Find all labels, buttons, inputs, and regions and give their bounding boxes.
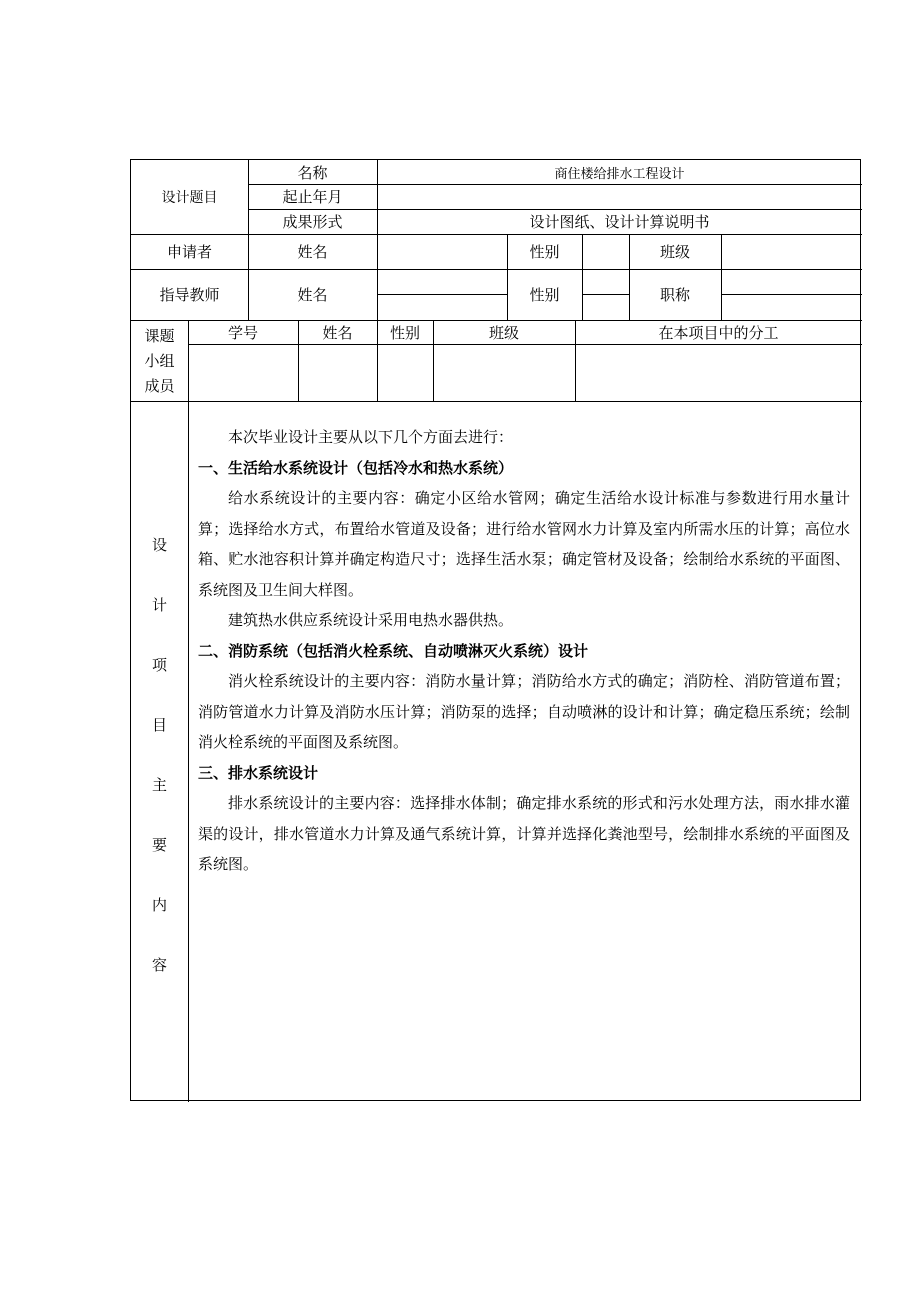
member-class-field[interactable] [433, 344, 575, 401]
advisor-title-label: 职称 [659, 286, 690, 304]
section-1-text-2: 建筑热水供应系统设计采用电热水器供热。 [228, 611, 514, 629]
applicant-class-field[interactable] [721, 234, 862, 269]
advisor-title-field[interactable] [721, 269, 862, 320]
advisor-label: 指导教师 [159, 286, 220, 304]
output-label: 成果形式 [282, 213, 343, 231]
member-role-field[interactable] [575, 344, 862, 401]
applicant-gender-field[interactable] [582, 234, 629, 269]
members-label-line1: 课题 [144, 326, 175, 345]
topic-name-label: 名称 [297, 163, 328, 182]
applicant-gender-label: 性别 [529, 243, 560, 261]
rule [188, 320, 189, 1102]
content-label-char: 目 [151, 716, 167, 734]
col-role: 在本项目中的分工 [658, 323, 779, 342]
content-label-char: 内 [151, 896, 167, 914]
content-label-char: 容 [151, 956, 167, 974]
period-value[interactable] [377, 184, 862, 209]
rule [131, 401, 862, 402]
advisor-name-field[interactable] [377, 269, 507, 320]
design-topic-label: 设计题目 [161, 190, 218, 206]
applicant-class-label: 班级 [659, 243, 690, 261]
content-label-char: 项 [151, 656, 167, 674]
members-label-line3: 成员 [144, 376, 175, 395]
content-label-char: 要 [151, 836, 167, 854]
section-3-title: 三、排水系统设计 [198, 763, 319, 782]
content-label-char: 设 [151, 536, 167, 554]
design-task-form [130, 159, 861, 1101]
member-name-field[interactable] [298, 344, 377, 401]
section-1-title: 一、生活给水系统设计（包括冷水和热水系统） [198, 458, 514, 477]
period-label: 起止年月 [282, 188, 343, 206]
section-1-text: 给水系统设计的主要内容：确定小区给水管网；确定生活给水设计标准与参数进行用水量计算；选择给水方式，布置给水管道及设备；进行给水管网水力计算及室内所需水压的计算；高位水箱、贮水池容积计算并确定构造尺寸；选择生活水泵；确定管材及设备；绘制给水系统的平面图、系统图及卫生间大样图。 [198, 489, 850, 599]
col-name: 姓名 [322, 323, 353, 342]
member-gender-field[interactable] [377, 344, 433, 401]
content-label-char: 主 [151, 776, 167, 794]
advisor-name-label: 姓名 [297, 286, 328, 304]
applicant-name-label: 姓名 [297, 243, 328, 261]
content-intro: 本次毕业设计主要从以下几个方面去进行： [228, 428, 514, 446]
col-gender: 性别 [389, 323, 420, 342]
section-3-text: 排水系统设计的主要内容：选择排水体制；确定排水系统的形式和污水处理方法，雨水排水灌渠的设计，排水管道水力计算及通气系统计算，计算并选择化粪池型号，绘制排水系统的平面图及系统图。 [198, 794, 850, 873]
content-label-char: 计 [151, 596, 167, 614]
advisor-gender-label: 性别 [529, 286, 560, 304]
topic-name-value: 商住楼给排水工程设计 [554, 166, 685, 182]
applicant-label: 申请者 [166, 243, 212, 261]
members-label-line2: 小组 [144, 351, 175, 370]
output-value: 设计图纸、设计计算说明书 [529, 213, 710, 231]
section-2-title: 二、消防系统（包括消火栓系统、自动喷淋灭火系统）设计 [198, 641, 589, 660]
applicant-name-field[interactable] [377, 234, 507, 269]
advisor-gender-field[interactable] [582, 269, 629, 320]
col-class: 班级 [488, 323, 519, 342]
col-student-id: 学号 [227, 323, 258, 342]
main-content [198, 422, 850, 880]
section-2-text: 消火栓系统设计的主要内容：消防水量计算；消防给水方式的确定；消防栓、消防管道布置；消防管道水力计算及消防水压计算；消防泵的选择；自动喷淋的设计和计算；确定稳压系统；绘制消火栓系统的平面图及系统图。 [198, 672, 850, 751]
member-id-field[interactable] [188, 344, 298, 401]
